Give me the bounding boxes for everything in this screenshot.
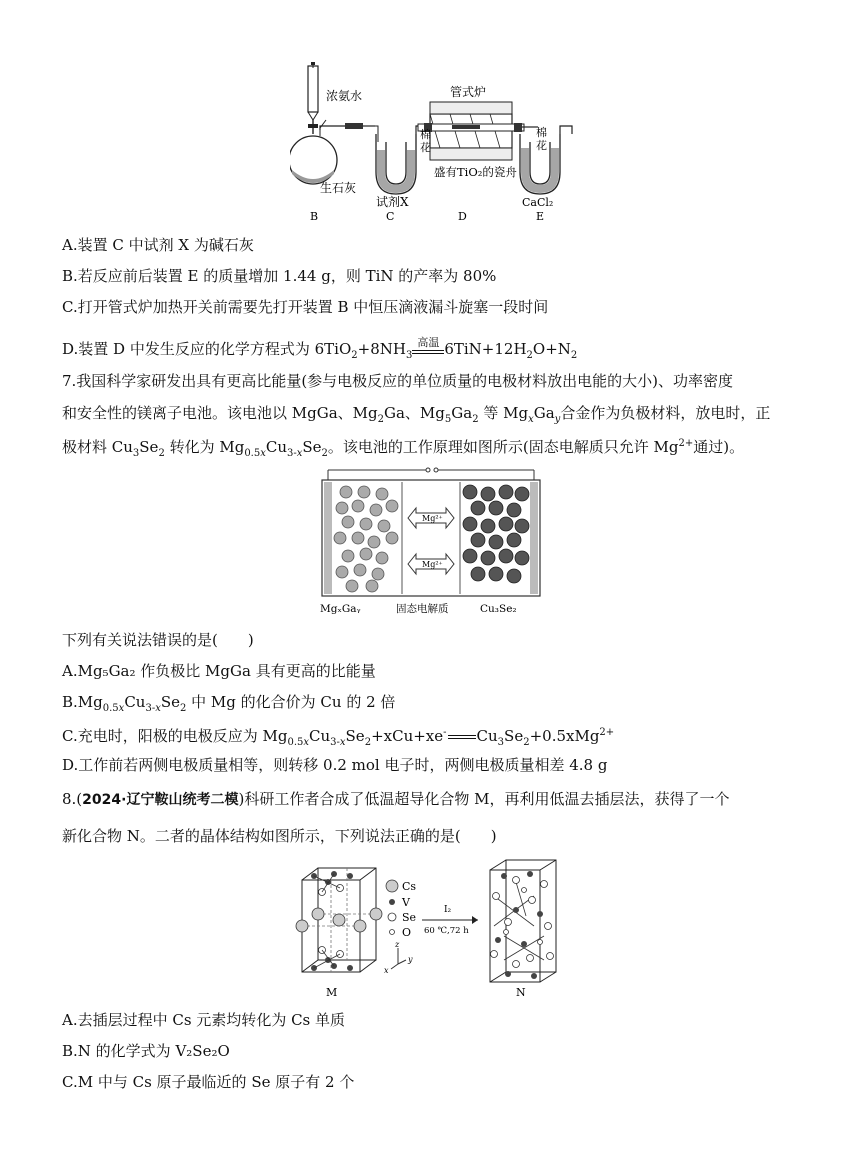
q8-source: 2024·辽宁鞍山统考二模	[82, 792, 239, 808]
label-furnace: 管式炉	[450, 85, 487, 99]
q7-ask: 下列有关说法错误的是( )	[62, 631, 254, 649]
q8-option-a: A.去插层过程中 Cs 元素均转化为 Cs 单质	[62, 1011, 346, 1029]
letter-d: D	[458, 210, 467, 223]
q7-option-d: D.工作前若两侧电极质量相等，则转移 0.2 mol 电子时，两侧电极质量相差 4.8 g	[62, 756, 608, 774]
label-cotton-e: 棉	[536, 126, 547, 139]
legend-cs: Cs	[402, 880, 417, 893]
label-ammonia: 浓氨水	[326, 89, 363, 103]
q7-option-a: A.Mg₅Ga₂ 作负极比 MgGa 具有更高的比能量	[62, 662, 376, 680]
q6-option-d: D.装置 D 中发生反应的化学方程式为 $6TiO_2+8NH_3$ 高温 $6TiN+12H_2O+N_2$	[62, 339, 577, 366]
q7-stem-1: 7.我国科学家研发出具有更高比能量(参与电极反应的单位质量的电极材料放出电能的大小)、功率密度	[62, 372, 734, 390]
q7-stem-3: 极材料 $Cu_3Se_2$ 转化为 $Mg_{0.5x}Cu_{3-x}Se_2$。该电池的工作原理如图所示(固态电解质只允许 $Mg^{2+}$通过)。	[62, 438, 745, 459]
label-anode: MgₓGaᵧ	[320, 603, 361, 615]
arrow-label-bottom: Mg²⁺	[422, 560, 443, 569]
svg-text:花: 花	[420, 141, 431, 154]
battery-figure	[318, 466, 544, 618]
label-cacl2: CaCl₂	[522, 196, 554, 209]
label-boat: 盛有TiO₂的瓷舟	[434, 165, 517, 179]
label-cotton-c: 棉	[420, 128, 431, 141]
legend-o: O	[402, 926, 412, 939]
legend-se: Se	[402, 911, 417, 924]
axis-x: x	[384, 966, 389, 975]
reaction-reagent: I₂	[444, 905, 452, 915]
label-quicklime: 生石灰	[320, 181, 357, 195]
label-electrolyte: 固态电解质	[396, 603, 449, 615]
label-cathode: Cu₃Se₂	[480, 603, 517, 615]
q6-option-c: C.打开管式炉加热开关前需要先打开装置 B 中恒压滴液漏斗旋塞一段时间	[62, 298, 549, 316]
q6-option-b: B.若反应前后装置 E 的质量增加 1.44 g，则 TiN 的产率为 80%	[62, 267, 497, 285]
q8-option-b: B.N 的化学式为 V₂Se₂O	[62, 1042, 230, 1060]
q7-option-b: $B.Mg_{0.5x}Cu_{3-x}Se_2$ 中 Mg 的化合价为 Cu 的 2 倍	[62, 693, 396, 714]
legend-v: V	[402, 896, 410, 909]
q7-stem-2: 和安全性的镁离子电池。该电池以 MgGa、$Mg_2Ga$、$Mg_5Ga_2$ 等 $Mg_xGa_y$合金作为负极材料，放电时，正	[62, 404, 771, 425]
q6-option-a: A.装置 C 中试剂 X 为碱石灰	[62, 236, 254, 254]
q8-stem-2: 新化合物 N。二者的晶体结构如图所示，下列说法正确的是( )	[62, 827, 497, 845]
arrow-label-top: Mg²⁺	[422, 514, 443, 523]
q7-option-c: C.充电时，阳极的电极反应为 $Mg_{0.5x}Cu_{3-x}Se_2+xCu+xe^-$ $Cu_3Se_2+0.5xMg^{2+}$	[62, 727, 615, 748]
letter-b: B	[310, 210, 319, 223]
label-reagent-x: 试剂X	[376, 195, 409, 209]
reaction-condition: 60 ℃,72 h	[424, 926, 469, 936]
apparatus-figure	[290, 62, 580, 224]
letter-e: E	[536, 210, 545, 223]
label-m: M	[326, 986, 338, 999]
axis-y: y	[408, 955, 413, 964]
crystal-figure	[294, 856, 564, 1002]
svg-text:花: 花	[536, 139, 547, 152]
condition-high-temp: 高温	[417, 336, 440, 349]
letter-c: C	[386, 210, 395, 223]
axis-z: z	[395, 940, 400, 949]
label-n: N	[516, 986, 526, 999]
q8-option-c: C.M 中与 Cs 原子最临近的 Se 原子有 2 个	[62, 1073, 355, 1091]
q8-stem-1: 8.(2024·辽宁鞍山统考二模)科研工作者合成了低温超导化合物 M，再利用低温去插层法，获得了一个	[62, 790, 730, 808]
